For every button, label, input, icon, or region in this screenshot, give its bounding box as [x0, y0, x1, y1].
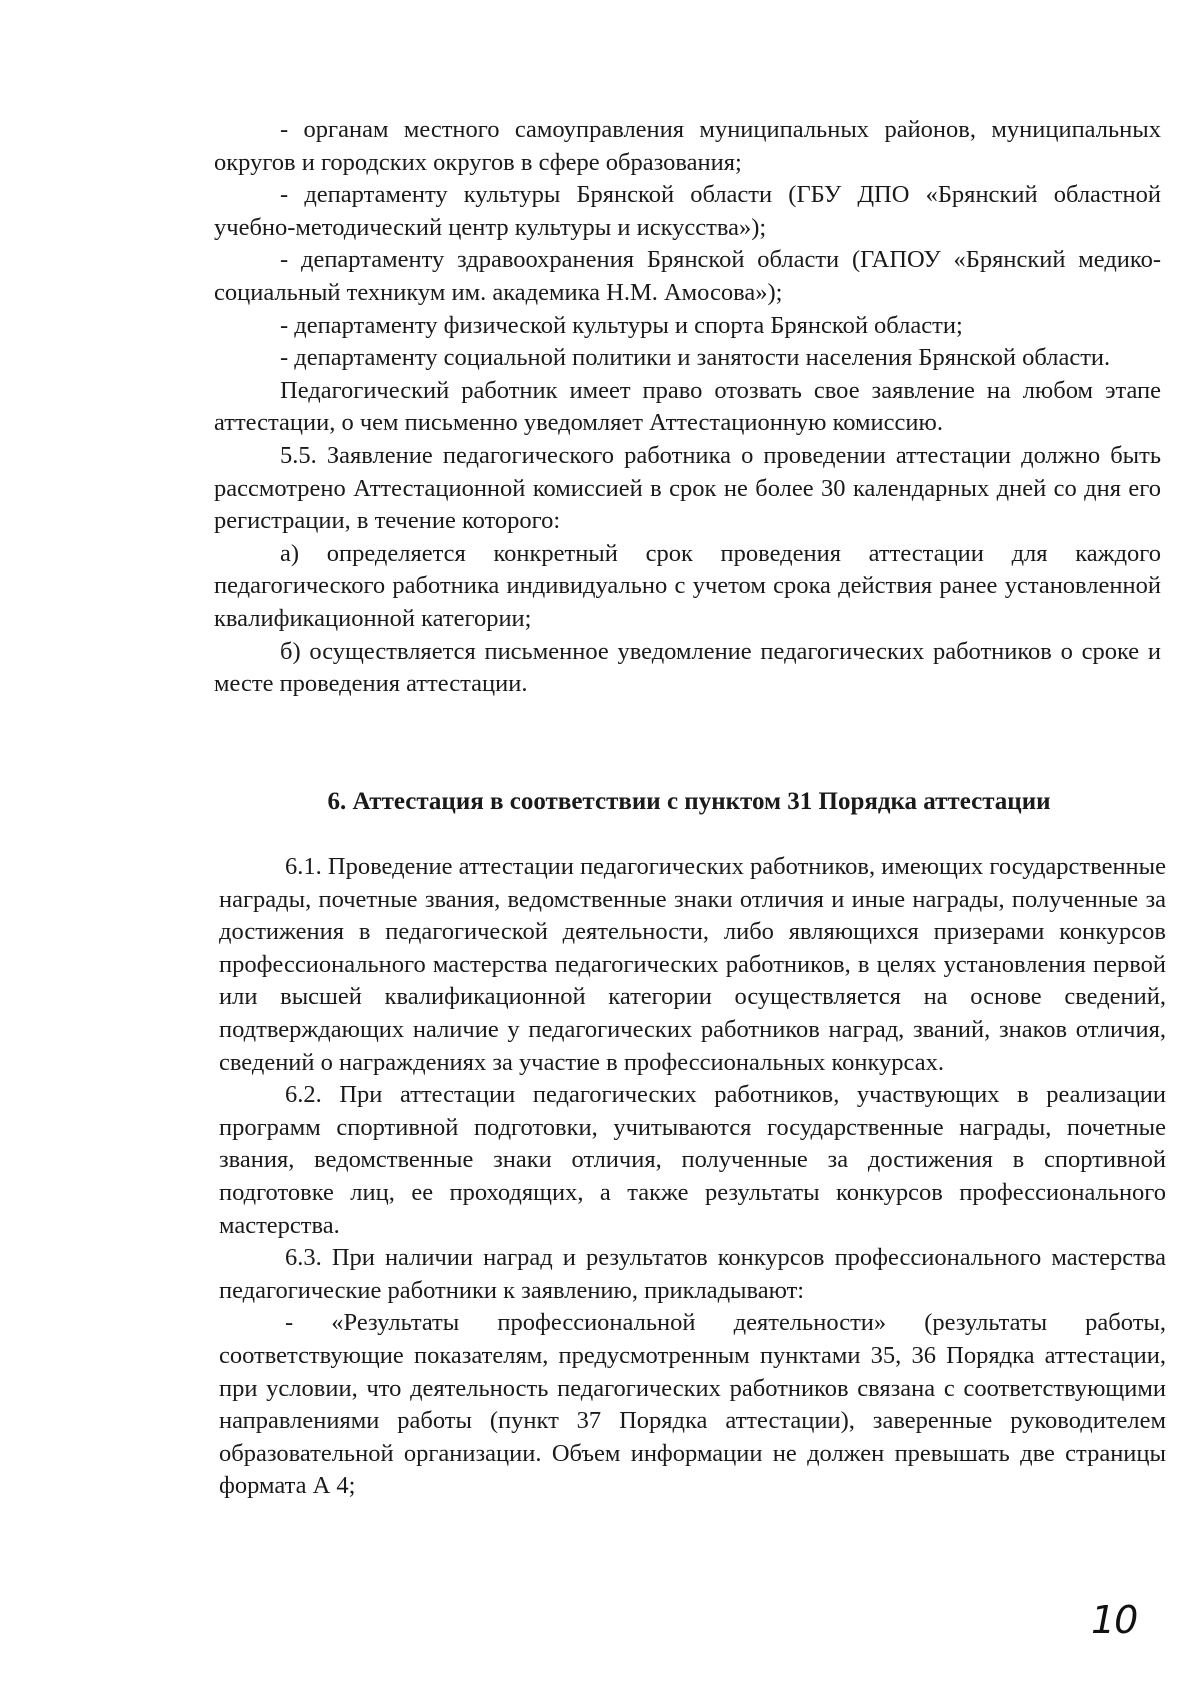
paragraph: б) осуществляется письменное уведомление педагогических работников о сроке и месте проведения аттестации.: [214, 637, 1161, 698]
paragraph: - департаменту здравоохранения Брянской области (ГАПОУ «Брянский медико-социальный техникум им. академика Н.М. Амосова»);: [214, 246, 1161, 306]
paragraph: - «Результаты профессиональной деятельности» (результаты работы, соответствующие показателям, предусмотренным пунктами 35, 36 Порядка аттестации, при условии, что деятельность педагогических работников связана с соответствующими направлениями работы (пункт 37 Порядка аттестации), заверенные руководителем образовательной организации. Объем информации не должен превышать две страницы формата А 4;: [219, 1309, 1166, 1500]
paragraph: - департаменту социальной политики и занятости населения Брянской области.: [280, 344, 1111, 372]
paragraph: 6.1. Проведение аттестации педагогических работников, имеющих государственные награды, почетные звания, ведомственные знаки отличия и иные награды, полученные за достижения в педагогической деятельности, либо являющихся призерами конкурсов профессионального мастерства педагогических работников, в целях установления первой или высшей квалификационной категории осуществляется на основе сведений, подтверждающих наличие у педагогических работников наград, званий, знаков отличия, сведений о награждениях за участие в профессиональных конкурсах.: [219, 853, 1166, 1076]
paragraph: 6.2. При аттестации педагогических работников, участвующих в реализации программ спортивной подготовки, учитываются государственные награды, почетные звания, ведомственные знаки отличия, полученные за достижения в спортивной подготовке лиц, ее проходящих, а также результаты конкурсов профессионального мастерства.: [219, 1081, 1166, 1239]
page-number: 10: [1091, 1598, 1138, 1642]
paragraph: - департаменту физической культуры и спорта Брянской области;: [280, 311, 963, 339]
paragraph: - департаменту культуры Брянской области (ГБУ ДПО «Брянский областной учебно-методический центр культуры и искусства»);: [214, 181, 1161, 241]
paragraph: а) определяется конкретный срок проведения аттестации для каждого педагогического работника индивидуально с учетом срока действия ранее установленной квалификационной категории;: [214, 539, 1161, 632]
paragraph: - органам местного самоуправления муниципальных районов, муниципальных округов и городских округов в сфере образования;: [214, 116, 1161, 176]
paragraph: 6.3. При наличии наград и результатов конкурсов профессионального мастерства педагогические работники к заявлению, прикладывают:: [219, 1244, 1166, 1304]
paragraph: Педагогический работник имеет право отозвать свое заявление на любом этапе аттестации, о чем письменно уведомляет Аттестационную комиссию.: [214, 376, 1161, 437]
paragraph: 5.5. Заявление педагогического работника о проведении аттестации должно быть рассмотрено Аттестационной комиссией в срок не более 30 календарных дней со дня его регистрации, в течение которого:: [214, 441, 1161, 535]
section-heading: 6. Аттестация в соответствии с пунктом 31 Порядка аттестации: [327, 788, 1051, 815]
text-block-top: [214, 114, 1161, 701]
text-block-bottom: [219, 851, 1166, 1503]
